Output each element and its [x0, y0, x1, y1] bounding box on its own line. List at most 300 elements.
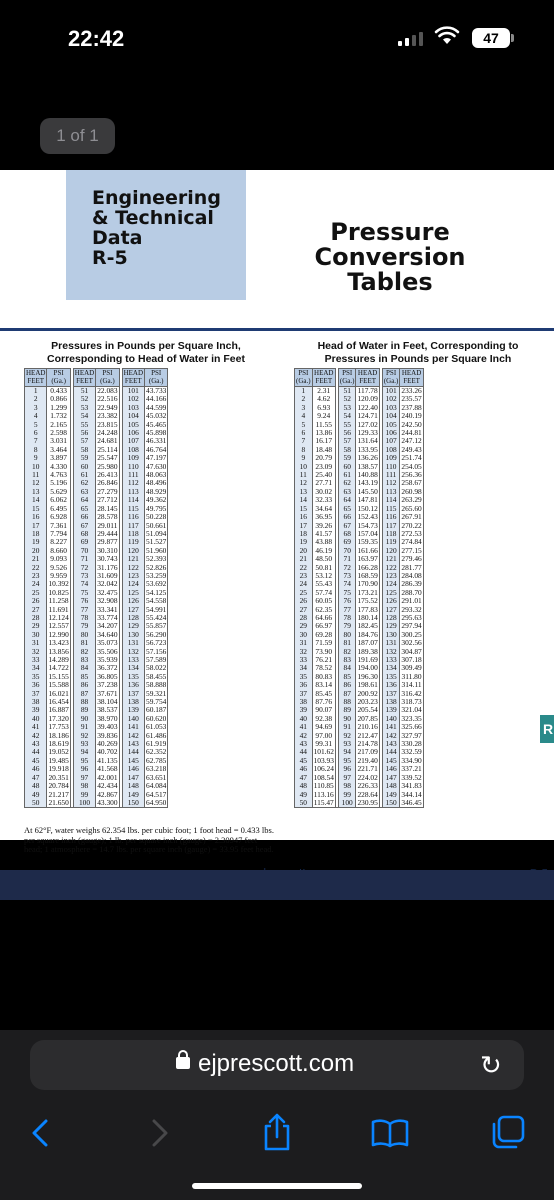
table-value-cell: 6.495 — [47, 505, 70, 513]
table-key-cell: 127 — [382, 606, 400, 614]
table-value-cell: 113.16 — [313, 789, 334, 799]
table-key-cell: 64 — [338, 496, 356, 504]
table-value-cell: 152.43 — [357, 512, 378, 522]
table-value-cell: 242.50 — [401, 419, 422, 429]
table-key-cell: 101 — [382, 387, 400, 396]
table-key-cell: 85 — [338, 673, 356, 681]
table-value-cell: 46.764 — [146, 444, 167, 454]
bookmarks-icon[interactable] — [370, 1118, 410, 1148]
table-key-cell: 121 — [122, 555, 144, 563]
table-key-cell: 98 — [338, 782, 356, 790]
table-key-cell: 33 — [25, 656, 47, 664]
table-row — [295, 799, 424, 808]
table-key-cell: 24 — [295, 580, 313, 588]
section-title: Engineering & Technical Data R-5 — [92, 187, 221, 269]
column-header: PSI (Ga.) — [296, 369, 311, 385]
document-page[interactable] — [0, 170, 554, 855]
table-value-cell: 54.125 — [146, 587, 167, 597]
table-key-cell: 54 — [338, 412, 356, 420]
table-key-cell: 135 — [382, 673, 400, 681]
table-value-cell: 157.04 — [357, 528, 378, 538]
table-value-cell: 29.877 — [97, 537, 118, 547]
table-key-cell: 14 — [295, 496, 313, 504]
table-value-cell: 36.372 — [97, 663, 118, 673]
table-value-cell: 205.54 — [357, 705, 378, 715]
table-value-cell: 221.71 — [357, 764, 378, 774]
table-key-cell: 147 — [382, 774, 400, 782]
table-key-cell: 9 — [295, 454, 313, 462]
table-key-cell: 52 — [73, 395, 95, 403]
table-key-cell: 131 — [382, 639, 400, 647]
table-value-cell: 20.351 — [48, 772, 69, 782]
table-value-cell: 17.320 — [48, 713, 69, 723]
table-value-cell: 60.620 — [146, 713, 167, 723]
table-value-cell: 184.76 — [357, 629, 378, 639]
table-key-cell: 122 — [122, 564, 144, 572]
table-value-cell: 44.599 — [146, 402, 167, 412]
table-key-cell: 140 — [382, 715, 400, 723]
table-key-cell: 66 — [338, 513, 356, 521]
table-value-cell: 19.052 — [48, 747, 69, 757]
table-value-cell: 4.330 — [47, 463, 70, 471]
table-value-cell: 5.196 — [47, 479, 70, 487]
table-key-cell: 131 — [122, 639, 144, 647]
table-value-cell: 19.485 — [48, 755, 69, 765]
table-value-cell: 14.289 — [48, 655, 69, 664]
table-key-cell: 65 — [73, 505, 95, 513]
table-key-cell: 65 — [338, 505, 356, 513]
table-value-cell: 4.763 — [47, 471, 70, 479]
table-key-cell: 6 — [295, 429, 313, 437]
table-value-cell: 56.723 — [146, 638, 167, 648]
table-value-cell: 189.38 — [357, 646, 378, 656]
table-value-cell: 344.14 — [401, 789, 422, 799]
table-value-cell: 21.217 — [48, 789, 69, 799]
table-key-cell: 36 — [25, 681, 47, 689]
table-key-cell: 63 — [338, 488, 356, 496]
table-value-cell: 300.25 — [401, 629, 422, 639]
table-key-cell: 139 — [382, 706, 400, 714]
table-value-cell: 34.64 — [312, 505, 335, 513]
table-key-cell: 29 — [295, 622, 313, 630]
table-value-cell: 210.16 — [357, 722, 378, 732]
table-value-cell: 60.05 — [312, 597, 335, 605]
table-value-cell: 57.74 — [312, 589, 335, 597]
table-key-cell: 42 — [295, 732, 313, 740]
table-key-cell: 138 — [122, 698, 144, 706]
table-key-cell: 56 — [338, 429, 356, 437]
table-key-cell: 26 — [25, 597, 47, 605]
table-value-cell: 6.062 — [47, 496, 70, 504]
table-value-cell: 3.031 — [47, 437, 70, 445]
table-value-cell: 78.52 — [312, 664, 335, 672]
table-value-cell: 194.00 — [357, 663, 378, 673]
table-value-cell: 41.568 — [97, 764, 118, 774]
table-value-cell: 43.88 — [312, 538, 335, 546]
table-key-cell: 87 — [73, 690, 95, 698]
table-value-cell: 64.950 — [146, 797, 167, 807]
table-value-cell: 31.176 — [97, 562, 118, 572]
table-value-cell: 18.619 — [48, 739, 69, 749]
table-value-cell: 103.93 — [313, 755, 334, 765]
column-header: PSI (Ga.) — [47, 369, 70, 387]
table-key-cell: 96 — [338, 765, 356, 773]
table-value-cell: 63.651 — [146, 772, 167, 782]
table-value-cell: 34.640 — [97, 629, 118, 639]
table-value-cell: 32.475 — [97, 587, 118, 597]
table-value-cell: 52.393 — [146, 554, 167, 564]
table-value-cell: 110.85 — [313, 781, 334, 791]
table-value-cell: 12.557 — [48, 621, 69, 631]
table-value-cell: 40.269 — [97, 739, 118, 749]
table-key-cell: 97 — [338, 774, 356, 782]
table-key-cell: 72 — [73, 564, 95, 572]
table-value-cell: 47.197 — [146, 453, 167, 463]
table-value-cell: 54.558 — [146, 596, 167, 606]
table-value-cell: 61.053 — [146, 722, 167, 732]
table-key-cell: 35 — [295, 673, 313, 681]
table-key-cell: 135 — [122, 673, 144, 681]
table-key-cell: 36 — [295, 681, 313, 689]
table-value-cell: 304.87 — [401, 646, 422, 656]
forward-icon[interactable] — [148, 1118, 172, 1148]
table-key-cell: 98 — [73, 782, 95, 790]
table-key-cell: 146 — [122, 765, 144, 773]
home-indicator[interactable] — [192, 1183, 362, 1189]
table-value-cell: 37.671 — [97, 688, 118, 698]
table-key-cell: 91 — [73, 723, 95, 731]
table-value-cell: 64.66 — [312, 614, 335, 622]
table-value-cell: 150.12 — [357, 503, 378, 513]
table-key-cell: 22 — [295, 564, 313, 572]
table-key-cell: 63 — [73, 488, 95, 496]
table-value-cell: 270.22 — [401, 520, 422, 530]
table-value-cell: 60.187 — [146, 705, 167, 715]
table-value-cell: 11.258 — [48, 596, 69, 606]
table-value-cell: 12.124 — [48, 612, 69, 622]
table-key-cell: 57 — [338, 437, 356, 445]
table-key-cell: 39 — [25, 706, 47, 714]
column-header: PSI (Ga.) — [145, 369, 168, 387]
tabs-icon[interactable] — [490, 1114, 526, 1150]
table-key-cell: 71 — [73, 555, 95, 563]
table-key-cell: 123 — [122, 572, 144, 580]
table-value-cell: 279.46 — [401, 554, 422, 564]
table-key-cell: 95 — [338, 757, 356, 765]
table-value-cell: 321.04 — [401, 705, 422, 715]
table-key-cell: 39 — [295, 706, 313, 714]
table-value-cell: 166.28 — [357, 562, 378, 572]
table-key-cell: 85 — [73, 673, 95, 681]
table-key-cell: 38 — [295, 698, 313, 706]
table-value-cell: 42.001 — [97, 772, 118, 782]
table-key-cell: 97 — [73, 774, 95, 782]
table-value-cell: 90.07 — [312, 706, 335, 714]
table-key-cell: 9 — [25, 454, 47, 462]
right-table-heading: Head of Water in Feet, Corresponding to Pressures in Pounds per Square Inch — [317, 340, 519, 365]
table-value-cell: 341.83 — [401, 781, 422, 791]
table-value-cell: 32.908 — [97, 596, 118, 606]
table-key-cell: 140 — [122, 715, 144, 723]
table-value-cell: 42.434 — [97, 781, 118, 791]
table-value-cell: 244.81 — [401, 428, 422, 438]
table-key-cell: 68 — [338, 530, 356, 538]
column-header: HEAD FEET — [357, 369, 378, 385]
table-key-cell: 96 — [73, 765, 95, 773]
table-value-cell: 203.23 — [357, 697, 378, 707]
table-key-cell: 52 — [338, 395, 356, 403]
table-value-cell: 8.227 — [47, 538, 70, 546]
column-header: HEAD FEET — [123, 369, 144, 385]
table-value-cell: 117.78 — [357, 386, 378, 395]
table-value-cell: 302.56 — [401, 638, 422, 648]
table-key-cell: 128 — [122, 614, 144, 622]
table-value-cell: 122.40 — [357, 402, 378, 412]
share-icon[interactable] — [260, 1112, 294, 1152]
table-key-cell: 49 — [25, 791, 47, 799]
table-key-cell: 141 — [382, 723, 400, 731]
table-key-cell: 12 — [295, 479, 313, 487]
table-value-cell: 4.62 — [312, 395, 335, 403]
table-key-cell: 76 — [338, 597, 356, 605]
table-value-cell: 83.14 — [312, 681, 335, 689]
table-key-cell: 86 — [338, 681, 356, 689]
table-value-cell: 15.155 — [48, 671, 69, 681]
table-value-cell: 168.59 — [357, 570, 378, 580]
table-value-cell: 31.609 — [97, 570, 118, 580]
table-value-cell: 9.093 — [47, 555, 70, 563]
table-value-cell: 66.97 — [312, 622, 335, 630]
table-key-cell: 142 — [122, 732, 144, 740]
table-key-cell: 13 — [25, 488, 47, 496]
table-key-cell: 105 — [382, 421, 400, 429]
table-key-cell: 88 — [338, 698, 356, 706]
column-header: HEAD FEET — [314, 369, 334, 385]
table-key-cell: 62 — [338, 479, 356, 487]
table-value-cell: 272.53 — [401, 528, 422, 538]
table-value-cell: 115.47 — [313, 797, 334, 807]
table-key-cell: 89 — [73, 706, 95, 714]
table-value-cell: 284.08 — [401, 570, 422, 580]
table-key-cell: 107 — [122, 437, 144, 445]
table-value-cell: 26.846 — [97, 478, 118, 488]
table-value-cell: 30.310 — [97, 545, 118, 555]
table-key-cell: 32 — [295, 648, 313, 656]
table-key-cell: 126 — [382, 597, 400, 605]
table-key-cell: 136 — [122, 681, 144, 689]
table-key-cell: 149 — [382, 791, 400, 799]
table-key-cell: 40 — [295, 715, 313, 723]
table-key-cell: 41 — [25, 723, 47, 731]
table-value-cell: 1.299 — [47, 404, 70, 412]
table-key-cell: 89 — [338, 706, 356, 714]
table-key-cell: 59 — [73, 454, 95, 462]
table-value-cell: 267.91 — [401, 512, 422, 522]
table-value-cell: 51.094 — [146, 528, 167, 538]
table-value-cell: 24.248 — [97, 428, 118, 438]
table-value-cell: 254.05 — [401, 461, 422, 471]
table-key-cell: 146 — [382, 765, 400, 773]
table-key-cell: 3 — [25, 404, 47, 412]
table-value-cell: 57.156 — [146, 646, 167, 656]
table-value-cell: 73.90 — [312, 648, 335, 656]
table-value-cell: 58.455 — [146, 671, 167, 681]
table-key-cell: 118 — [382, 530, 400, 538]
table-value-cell: 237.88 — [401, 402, 422, 412]
table-key-cell: 94 — [73, 748, 95, 756]
table-key-cell: 130 — [382, 631, 400, 639]
table-key-cell: 79 — [73, 622, 95, 630]
table-value-cell: 260.98 — [401, 486, 422, 496]
table-key-cell: 81 — [338, 639, 356, 647]
table-key-cell: 53 — [73, 404, 95, 412]
table-key-cell: 132 — [122, 648, 144, 656]
table-value-cell: 311.80 — [401, 671, 422, 681]
table-key-cell: 103 — [122, 404, 144, 412]
table-key-cell: 64 — [73, 496, 95, 504]
table-key-cell: 24 — [25, 580, 47, 588]
status-bar — [0, 0, 554, 80]
table-value-cell: 54.991 — [146, 604, 167, 614]
table-value-cell: 38.537 — [97, 705, 118, 715]
table-key-cell: 33 — [295, 656, 313, 664]
table-key-cell: 138 — [382, 698, 400, 706]
table-value-cell: 9.24 — [312, 412, 335, 420]
table-key-cell: 110 — [382, 463, 400, 471]
table-value-cell: 69.28 — [312, 631, 335, 639]
table-value-cell: 2.598 — [47, 429, 70, 437]
table-value-cell: 51.527 — [146, 537, 167, 547]
clock: 22:42 — [68, 26, 125, 51]
conversion-note: At 62°F, water weighs 62.354 lbs. per cubic foot; 1 foot head = 0.433 lbs. per square inch (gauge); 1 lb. per square inch (gauge) = 2.30947 feet head; 1 atmosphere = 14.7 lbs. per square inch (gauge) = 33.95 feet head. — [24, 825, 274, 855]
table-value-cell: 339.52 — [401, 772, 422, 782]
table-value-cell: 334.90 — [401, 755, 422, 765]
table-key-cell: 136 — [382, 681, 400, 689]
table-key-cell: 40 — [25, 715, 47, 723]
table-value-cell: 99.31 — [312, 740, 335, 748]
table-key-cell: 22 — [25, 564, 47, 572]
table-value-cell: 286.39 — [401, 579, 422, 589]
table-key-cell: 46 — [25, 765, 47, 773]
table-key-cell: 18 — [25, 530, 47, 538]
table-value-cell: 55.424 — [146, 612, 167, 622]
reload-icon[interactable]: ↻ — [480, 1050, 502, 1080]
table-value-cell: 27.71 — [312, 479, 335, 487]
table-value-cell: 25.114 — [97, 444, 118, 454]
table-value-cell: 120.09 — [357, 394, 378, 404]
table-value-cell: 49.795 — [146, 503, 167, 513]
table-key-cell: 84 — [338, 664, 356, 672]
table-key-cell: 48 — [25, 782, 47, 790]
column-header: HEAD FEET — [26, 369, 46, 385]
table-value-cell: 24.681 — [97, 436, 118, 446]
table-value-cell: 48.50 — [312, 555, 335, 563]
table-key-cell: 73 — [338, 572, 356, 580]
table-key-cell: 74 — [73, 580, 95, 588]
table-value-cell: 45.898 — [146, 428, 167, 438]
table-value-cell: 17.753 — [48, 722, 69, 732]
table-key-cell: 115 — [122, 505, 144, 513]
table-key-cell: 120 — [382, 547, 400, 555]
table-key-cell: 78 — [73, 614, 95, 622]
table-key-cell: 129 — [382, 622, 400, 630]
table-key-cell: 72 — [338, 564, 356, 572]
table-value-cell: 53.12 — [312, 572, 335, 580]
table-value-cell: 53.692 — [146, 579, 167, 589]
table-value-cell: 43.733 — [146, 386, 167, 395]
table-value-cell: 45.465 — [146, 419, 167, 429]
table-value-cell: 295.63 — [401, 612, 422, 622]
table-value-cell: 40.702 — [97, 747, 118, 757]
table-value-cell: 76.21 — [312, 656, 335, 664]
table-key-cell: 92 — [73, 732, 95, 740]
table-value-cell: 191.69 — [357, 655, 378, 664]
table-key-cell: 18 — [295, 530, 313, 538]
table-value-cell: 307.18 — [401, 655, 422, 664]
table-value-cell: 9.526 — [47, 564, 70, 572]
column-header: PSI (Ga.) — [96, 369, 119, 387]
table-key-cell: 37 — [25, 690, 47, 698]
table-key-cell: 11 — [295, 471, 313, 479]
table-value-cell: 35.939 — [97, 655, 118, 664]
table-key-cell: 83 — [73, 656, 95, 664]
table-key-cell: 19 — [295, 538, 313, 546]
table-value-cell: 71.59 — [312, 639, 335, 647]
column-header: PSI (Ga.) — [383, 369, 399, 385]
table-key-cell: 45 — [25, 757, 47, 765]
table-key-cell: 105 — [122, 421, 144, 429]
table-key-cell: 119 — [382, 538, 400, 546]
table-key-cell: 106 — [382, 429, 400, 437]
table-key-cell: 132 — [382, 648, 400, 656]
address-bar[interactable] — [30, 1040, 524, 1090]
table-key-cell: 11 — [25, 471, 47, 479]
table-value-cell: 12.990 — [48, 629, 69, 639]
table-value-cell: 61.486 — [146, 730, 167, 740]
table-key-cell: 1 — [295, 387, 313, 396]
table-value-cell: 62.352 — [146, 747, 167, 757]
table-key-cell: 49 — [295, 791, 313, 799]
table-key-cell: 23 — [295, 572, 313, 580]
table-key-cell: 90 — [73, 715, 95, 723]
table-value-cell: 2.165 — [47, 421, 70, 429]
table-key-cell: 16 — [295, 513, 313, 521]
table-key-cell: 62 — [73, 479, 95, 487]
table-value-cell: 29.011 — [97, 520, 118, 530]
table-key-cell: 122 — [382, 564, 400, 572]
table-key-cell: 106 — [122, 429, 144, 437]
table-key-cell: 28 — [295, 614, 313, 622]
table-value-cell: 8.660 — [47, 547, 70, 555]
table-value-cell: 43.300 — [97, 797, 118, 807]
table-key-cell: 108 — [382, 446, 400, 454]
back-icon[interactable] — [28, 1118, 52, 1148]
table-key-cell: 7 — [295, 437, 313, 445]
table-value-cell: 62.35 — [312, 606, 335, 614]
table-key-cell: 12 — [25, 479, 47, 487]
table-key-cell: 142 — [382, 732, 400, 740]
table-key-cell: 113 — [122, 488, 144, 496]
table-value-cell: 87.76 — [312, 698, 335, 706]
table-key-cell: 84 — [73, 664, 95, 672]
table-key-cell: 103 — [382, 404, 400, 412]
table-key-cell: 20 — [25, 547, 47, 555]
table-key-cell: 111 — [122, 471, 144, 479]
table-value-cell: 175.52 — [357, 596, 378, 606]
table-value-cell: 10.392 — [48, 579, 69, 589]
table-key-cell: 30 — [295, 631, 313, 639]
table-key-cell: 118 — [122, 530, 144, 538]
